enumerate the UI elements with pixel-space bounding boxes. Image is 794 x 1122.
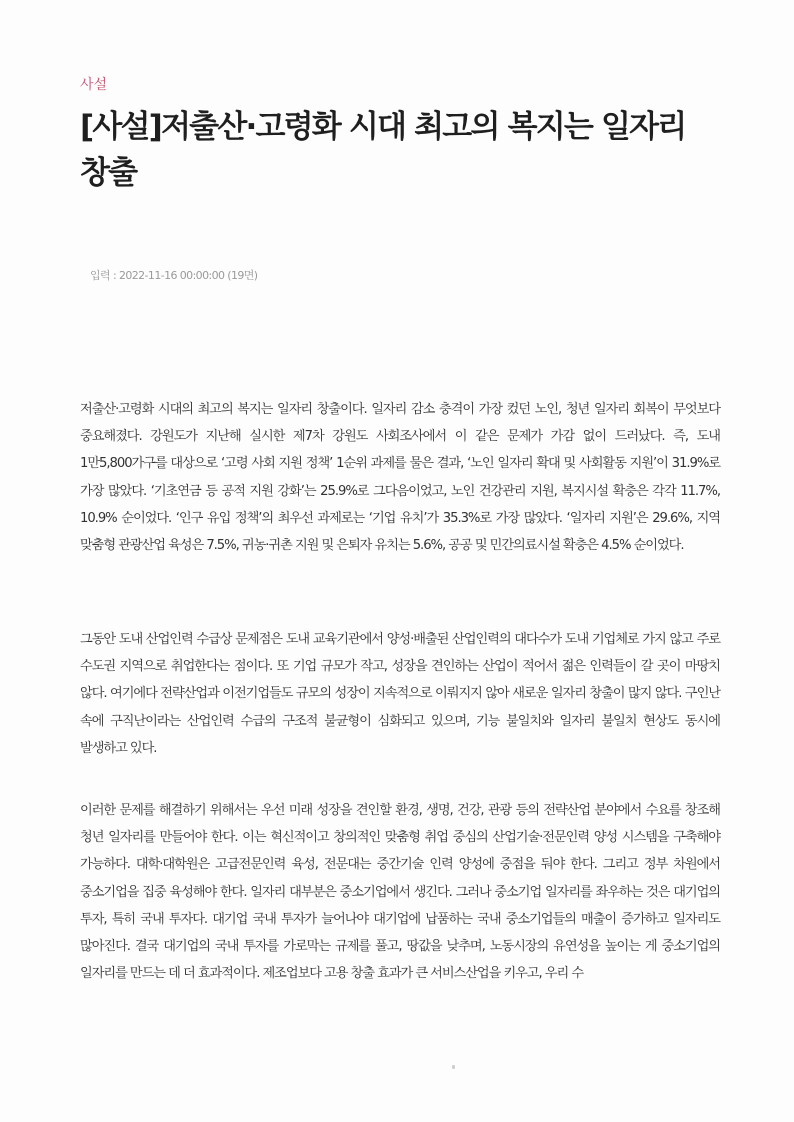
article-dateline: 입력 : 2022-11-16 00:00:00 (19면) xyxy=(90,269,258,282)
body-paragraph-2: 그동안 도내 산업인력 수급상 문제점은 도내 교육기관에서 양성·배출된 산업인력의 대다수가 도내 기업체로 가지 않고 주로 수도권 지역으로 취업한다는 점이다. 또 기업 규모가 작고, 성장을 견인하는 산업이 적어서 젊은 인력들이 갈 곳이 마땅치 않다. 여기에다 전략산업과 이전기업들도 규모의 성장이 지속적으로 이뤄지지 않아 새로운 일자리 창출이 많지 않다. 구인난 속에 구직난이라는 산업인력 수급의 구조적 불균형이 심화되고 있으며, 기능 불일치와 일자리 불일치 현상도 동시에 발생하고 있다. xyxy=(80,632,720,756)
section-label: 사설 xyxy=(80,77,108,93)
article-headline: [사설]저출산·고령화 시대 최고의 복지는 일자리 창출 xyxy=(80,109,686,191)
body-paragraph-1: 저출산·고령화 시대의 최고의 복지는 일자리 창출이다. 일자리 감소 충격이 가장 컸던 노인, 청년 일자리 회복이 무엇보다 중요해졌다. 강원도가 지난해 실시한 제7차 강원도 사회조사에서 이 같은 문제가 가감 없이 드러났다. 즉, 도내 1만5,800가구를 대상으로 ‘고령 사회 지원 정책’ 1순위 과제를 물은 결과, ‘노인 일자리 확대 및 사회활동 지원’이 31.9%로 가장 많았다. ‘기초연금 등 공적 지원 강화’는 25.9%로 그다음이었고, 노인 건강관리 지원, 복지시설 확충은 각각 11.7%, 10.9% 순이었다. ‘인구 유입 정책’의 최우선 과제로는 ‘기업 유치’가 35.3%로 가장 많았다. ‘일자리 지원’은 29.6%, 지역 맞춤형 관광산업 육성은 7.5%, 귀농·귀촌 지원 및 은퇴자 유치는 5.6%, 공공 및 민간의료시설 확충은 4.5% 순이었다. xyxy=(80,402,720,554)
scan-mark xyxy=(452,1065,455,1069)
body-paragraph-3: 이러한 문제를 해결하기 위해서는 우선 미래 성장을 견인할 환경, 생명, 건강, 관광 등의 전략산업 분야에서 수요를 창조해 청년 일자리를 만들어야 한다. 이는 혁신적이고 창의적인 맞춤형 취업 중심의 산업기술·전문인력 양성 시스템을 구축해야 가능하다. 대학·대학원은 고급전문인력 육성, 전문대는 중간기술 인력 양성에 중점을 둬야 한다. 그리고 정부 차원에서 중소기업을 집중 육성해야 한다. 일자리 대부분은 중소기업에서 생긴다. 그러나 중소기업 일자리를 좌우하는 것은 대기업의 투자, 특히 국내 투자다. 대기업 국내 투자가 늘어나야 대기업에 납품하는 국내 중소기업들의 매출이 증가하고 일자리도 많아진다. 결국 대기업의 국내 투자를 가로막는 규제를 풀고, 땅값을 낮추며, 노동시장의 유연성을 높이는 게 중소기업의 일자리를 만드는 데 더 효과적이다. 제조업보다 고용 창출 효과가 큰 서비스산업을 키우고, 우리 수 xyxy=(80,803,720,982)
